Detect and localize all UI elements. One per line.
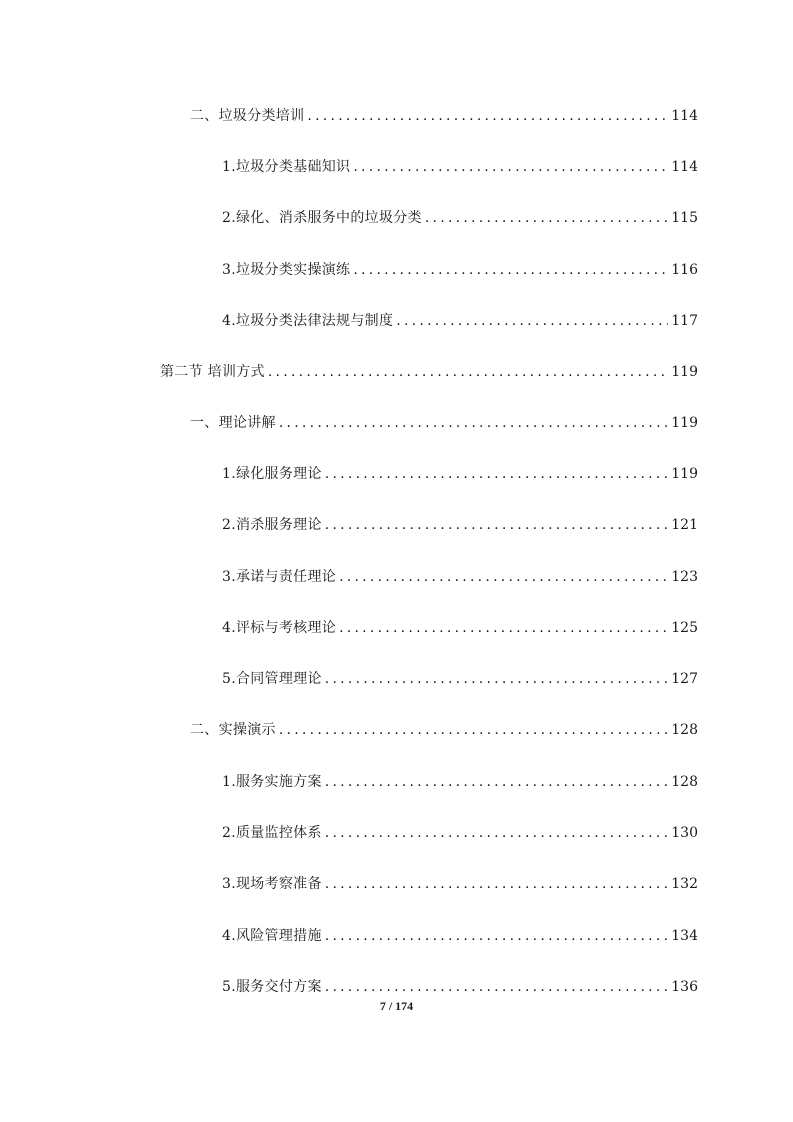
toc-entry-title: 1.绿化服务理论 bbox=[222, 466, 322, 482]
toc-page-number: 128 bbox=[671, 722, 698, 738]
toc-entry-title: 5.合同管理理论 bbox=[222, 671, 322, 687]
toc-page-number: 128 bbox=[671, 774, 698, 790]
toc-page-number: 119 bbox=[671, 466, 698, 482]
toc-entry[interactable] bbox=[190, 716, 698, 740]
toc-dot-leader bbox=[325, 464, 669, 484]
toc-entry-title: 一、理论讲解 bbox=[190, 415, 276, 431]
toc-dot-leader bbox=[325, 874, 669, 894]
toc-entry-title: 第二节 培训方式 bbox=[160, 364, 265, 380]
toc-page-number: 119 bbox=[671, 364, 698, 380]
toc-page-number: 119 bbox=[671, 415, 698, 431]
toc-entry-title: 4.垃圾分类法律法规与制度 bbox=[222, 313, 394, 329]
toc-entry-title: 4.风险管理措施 bbox=[222, 928, 322, 944]
toc-page-number: 132 bbox=[671, 876, 698, 892]
toc-dot-leader bbox=[339, 567, 668, 587]
toc-dot-leader bbox=[353, 157, 668, 177]
toc-page-number: 134 bbox=[671, 928, 698, 944]
toc-dot-leader bbox=[325, 926, 669, 946]
toc-dot-leader bbox=[396, 311, 668, 331]
toc-entry[interactable] bbox=[222, 256, 698, 280]
toc-dot-leader bbox=[325, 977, 669, 997]
toc-dot-leader bbox=[325, 772, 669, 792]
toc-entry[interactable] bbox=[222, 819, 698, 843]
toc-page-number: 114 bbox=[671, 108, 698, 124]
toc-page-number: 136 bbox=[671, 979, 698, 995]
toc-entry[interactable] bbox=[222, 204, 698, 228]
toc-entry-title: 二、实操演示 bbox=[190, 722, 276, 738]
toc-entry-title: 3.现场考察准备 bbox=[222, 876, 322, 892]
toc-entry[interactable] bbox=[222, 563, 698, 587]
toc-dot-leader bbox=[425, 208, 668, 228]
toc-dot-leader bbox=[339, 618, 668, 638]
toc-entry-title: 5.服务交付方案 bbox=[222, 979, 322, 995]
toc-entry[interactable] bbox=[222, 973, 698, 997]
toc-dot-leader bbox=[279, 720, 668, 740]
toc-dot-leader bbox=[325, 669, 669, 689]
toc-dot-leader bbox=[353, 260, 668, 280]
toc-page-number: 115 bbox=[671, 210, 698, 226]
toc-page-number: 123 bbox=[671, 569, 698, 585]
toc-entry-title: 1.垃圾分类基础知识 bbox=[222, 159, 351, 175]
toc-entry[interactable] bbox=[222, 665, 698, 689]
toc-entry[interactable] bbox=[222, 768, 698, 792]
toc-entry[interactable] bbox=[222, 460, 698, 484]
toc-entry[interactable] bbox=[190, 102, 698, 126]
toc-page-number: 114 bbox=[671, 159, 698, 175]
toc-page-number: 127 bbox=[671, 671, 698, 687]
toc-page-number: 117 bbox=[671, 313, 698, 329]
toc-page-number: 125 bbox=[671, 620, 698, 636]
toc-entry[interactable] bbox=[222, 307, 698, 331]
toc-entry-title: 4.评标与考核理论 bbox=[222, 620, 337, 636]
toc-entry[interactable] bbox=[222, 870, 698, 894]
toc-dot-leader bbox=[279, 413, 668, 433]
toc-entry-title: 3.垃圾分类实操演练 bbox=[222, 262, 351, 278]
toc-entry[interactable] bbox=[222, 511, 698, 535]
toc-entry-title: 2.消杀服务理论 bbox=[222, 517, 322, 533]
toc-dot-leader bbox=[325, 823, 669, 843]
toc-entry-title: 3.承诺与责任理论 bbox=[222, 569, 337, 585]
toc-page-number: 130 bbox=[671, 825, 698, 841]
toc-entry[interactable] bbox=[222, 922, 698, 946]
toc-entry-title: 1.服务实施方案 bbox=[222, 774, 322, 790]
toc-entry-title: 2.绿化、消杀服务中的垃圾分类 bbox=[222, 210, 422, 226]
toc-page-number: 116 bbox=[671, 262, 698, 278]
toc-entry[interactable] bbox=[222, 614, 698, 638]
toc-entry-title: 2.质量监控体系 bbox=[222, 825, 322, 841]
toc-dot-leader bbox=[268, 362, 668, 382]
toc-entry[interactable] bbox=[190, 409, 698, 433]
toc-dot-leader bbox=[325, 515, 669, 535]
toc-entry[interactable] bbox=[222, 153, 698, 177]
toc-dot-leader bbox=[307, 106, 668, 126]
toc-entry[interactable] bbox=[160, 358, 698, 382]
page-number-footer: 7 / 174 bbox=[379, 999, 414, 1013]
toc-entry-title: 二、垃圾分类培训 bbox=[190, 108, 305, 124]
toc-page-number: 121 bbox=[671, 517, 698, 533]
